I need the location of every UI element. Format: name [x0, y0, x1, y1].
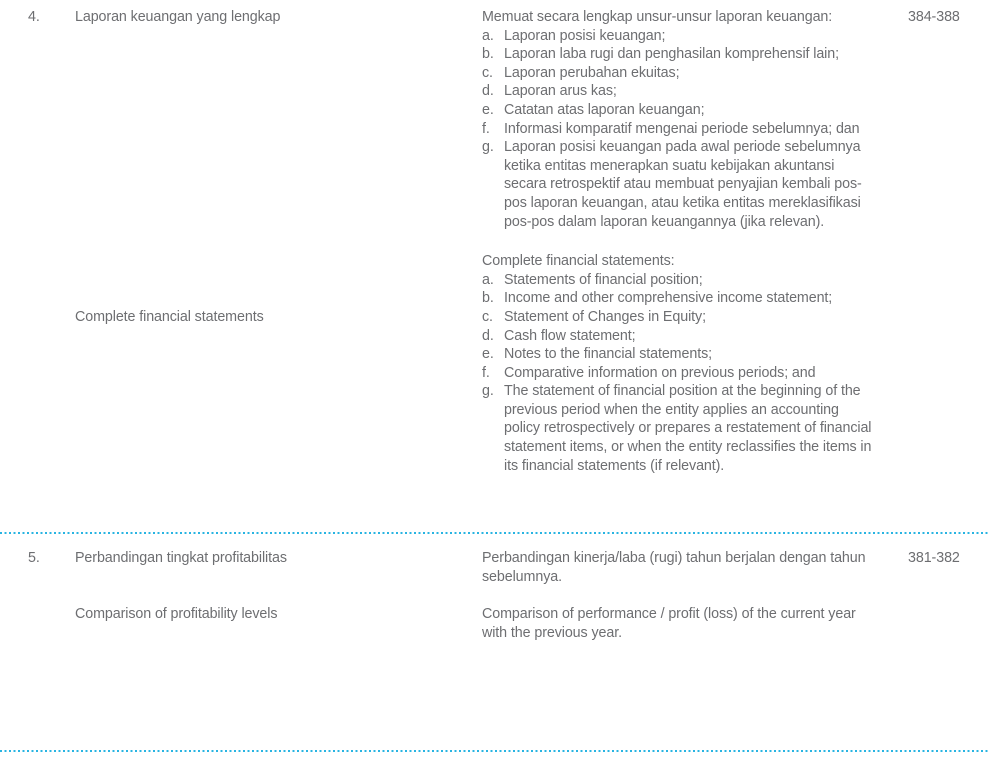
- list-text: Laporan posisi keuangan;: [504, 27, 666, 44]
- list-text: Income and other comprehensive income statement;: [504, 290, 833, 307]
- table-row-5: [0, 549, 989, 642]
- description-intro-english: Complete financial statements:: [482, 253, 675, 270]
- list-item: [482, 382, 878, 475]
- item-cell: [75, 8, 482, 475]
- list-item: [482, 289, 878, 308]
- description-block-english: [482, 252, 878, 475]
- list-marker: f.: [482, 120, 490, 137]
- list-text: Catatan atas laporan keuangan;: [504, 101, 705, 118]
- list-marker: c.: [482, 64, 493, 81]
- list-marker: d.: [482, 83, 494, 100]
- list-text: Statements of financial position;: [504, 271, 703, 288]
- list-marker: b.: [482, 290, 494, 307]
- row-divider: [0, 532, 989, 534]
- list-marker: a.: [482, 271, 494, 288]
- list-item: [482, 327, 878, 346]
- item-cell: [75, 549, 482, 642]
- list-text: Comparative information on previous periods; and: [504, 364, 816, 381]
- description-intro-indonesian: Memuat secara lengkap unsur-unsur laporan keuangan:: [482, 9, 833, 25]
- list-item: [482, 364, 878, 383]
- list-item: [482, 345, 878, 364]
- list-text: Cash flow statement;: [504, 327, 636, 344]
- list-marker: c.: [482, 308, 493, 325]
- item-label-english: Comparison of profitability levels: [75, 605, 278, 622]
- list-item: [482, 138, 878, 231]
- list-item: [482, 27, 878, 46]
- description-cell: [482, 8, 878, 475]
- list-text: Statement of Changes in Equity;: [504, 308, 706, 325]
- list-marker: g.: [482, 383, 494, 400]
- list-text: Laporan posisi keuangan pada awal periode sebelumnya ketika entitas menerapkan suatu kebijakan akuntansi secara retrospektif atau membuat penyajian kembali pos-pos laporan keuangan, atau ketika entitas mereklasifikasi pos-pos dalam laporan keuangannya (jika relevan).: [504, 139, 862, 230]
- list-marker: b.: [482, 46, 494, 63]
- list-text: The statement of financial position at the beginning of the previous period when the entity applies an accounting policy retrospectively or prepares a restatement of financial statement items, or when the entity reclassifies the items in its financial statements (if relevant).: [504, 383, 872, 474]
- list-text: Laporan perubahan ekuitas;: [504, 64, 680, 81]
- item-label-indonesian: Perbandingan tingkat profitabilitas: [75, 550, 287, 566]
- list-marker: e.: [482, 101, 494, 118]
- list-item: [482, 120, 878, 139]
- row-divider: [0, 750, 989, 752]
- row-number: 4.: [28, 9, 40, 25]
- list-marker: f.: [482, 364, 490, 381]
- description-block-indonesian: Perbandingan kinerja/laba (rugi) tahun berjalan dengan tahun sebelumnya.: [482, 550, 866, 585]
- table-row-4: [0, 8, 989, 475]
- list-item: [482, 82, 878, 101]
- list-marker: d.: [482, 327, 494, 344]
- list-text: Laporan laba rugi dan penghasilan komprehensif lain;: [504, 46, 839, 63]
- list-item: [482, 308, 878, 327]
- item-label-indonesian: Laporan keuangan yang lengkap: [75, 9, 281, 25]
- list-item: [482, 64, 878, 83]
- list-marker: a.: [482, 27, 494, 44]
- list-marker: g.: [482, 139, 494, 156]
- page-reference: 381-382: [908, 550, 960, 566]
- list-text: Laporan arus kas;: [504, 83, 617, 100]
- description-block-english: Comparison of performance / profit (loss) of the current year with the previous year.: [482, 606, 856, 641]
- list-text: Notes to the financial statements;: [504, 346, 712, 363]
- row-number: 5.: [28, 550, 40, 566]
- item-label-english: Complete financial statements: [75, 308, 264, 325]
- description-cell: [482, 549, 878, 642]
- list-text: Informasi komparatif mengenai periode sebelumnya; dan: [504, 120, 860, 137]
- list-item: [482, 101, 878, 120]
- list-item: [482, 271, 878, 290]
- description-block-indonesian: [482, 8, 878, 231]
- list-item: [482, 45, 878, 64]
- page-reference: 384-388: [908, 9, 960, 25]
- list-marker: e.: [482, 346, 494, 363]
